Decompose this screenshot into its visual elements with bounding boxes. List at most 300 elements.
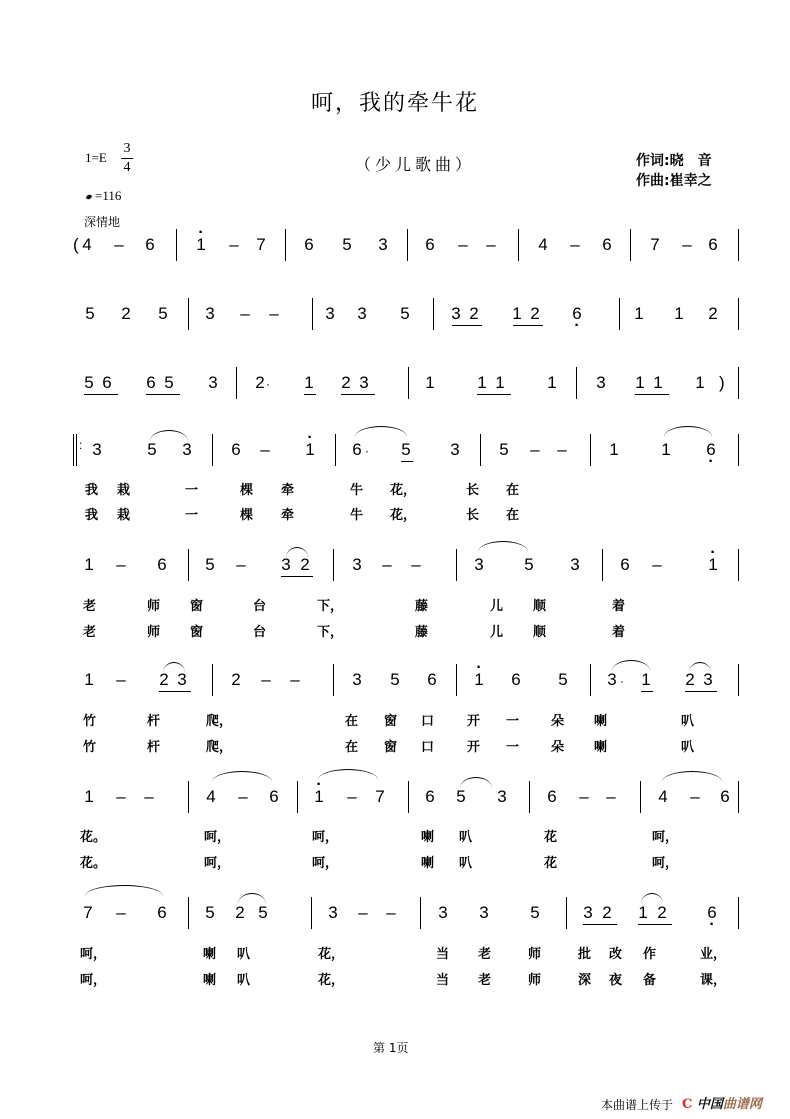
lyric-syllable: 喇 [421, 830, 435, 845]
lyric-syllable: 师 [528, 947, 542, 962]
dash-extension: – [530, 440, 540, 459]
slur [85, 885, 163, 896]
barline [188, 549, 189, 581]
note: 2 [231, 670, 241, 689]
barline [297, 781, 298, 813]
lyric-syllable: 备 [643, 973, 657, 988]
eighth-underline [583, 924, 617, 925]
lyric-syllable: 下， [317, 625, 344, 640]
lyric-syllable: 喇 [421, 856, 435, 871]
lyric-syllable: 老 [83, 599, 97, 614]
note: 3 [182, 440, 192, 459]
note: 2 [121, 304, 131, 323]
note: 3 [450, 440, 460, 459]
lyric-syllable: 花， [390, 483, 417, 498]
lyric-syllable: 花。 [80, 856, 107, 871]
slur [460, 777, 492, 788]
lyric-syllable: 叭 [459, 830, 473, 845]
lyric-syllable: 业， [700, 947, 727, 962]
dash-extension: – [606, 787, 616, 806]
note: 3 [596, 373, 606, 392]
dash-extension: – [358, 903, 368, 922]
note: 1 [304, 373, 314, 392]
note: 7 [256, 235, 266, 254]
lyric-syllable: 杆 [147, 714, 161, 729]
lyric-syllable: 老 [83, 625, 97, 640]
slur [150, 430, 188, 441]
key-signature: 1=E [85, 150, 107, 165]
note: · 1 [194, 235, 208, 255]
note: 1 [634, 304, 644, 323]
note: 6 [547, 787, 557, 806]
time-signature [121, 141, 133, 176]
barline [738, 781, 739, 813]
dash-extension: – [386, 903, 396, 922]
dash-extension: – [486, 235, 496, 254]
lyric-syllable: 花 [544, 856, 558, 871]
eighth-underline [452, 325, 482, 326]
note: 2 [602, 903, 612, 922]
barline [420, 897, 421, 929]
logo-text-secondary: 曲谱网 [722, 1097, 762, 1112]
subtitle: （少儿歌曲） [355, 155, 476, 174]
lyric-syllable: 着 [612, 625, 626, 640]
note: · 1 [472, 670, 486, 690]
note: 4 [658, 787, 668, 806]
note: 6 [425, 235, 435, 254]
tempo-value: =116 [95, 188, 122, 203]
barline [590, 664, 591, 696]
slur [238, 893, 266, 904]
lyric-syllable: 花， [390, 508, 417, 523]
slur [212, 771, 272, 782]
barline [738, 897, 739, 929]
dash-extension: – [570, 235, 580, 254]
lyric-syllable: 牵 [281, 508, 295, 523]
lyric-syllable: 儿 [490, 625, 504, 640]
lyric-syllable: 师 [528, 973, 542, 988]
barline [529, 781, 530, 813]
barline [176, 229, 177, 261]
lyric-syllable: 呵， [312, 856, 339, 871]
lyric-syllable: 深 [578, 973, 592, 988]
lyric-syllable: 栽 [117, 508, 131, 523]
note: 5 [400, 304, 410, 323]
lyric-syllable: 窗 [190, 625, 204, 640]
note: 3 [583, 903, 593, 922]
lyric-syllable: 老 [478, 973, 492, 988]
note: 5 [164, 373, 174, 392]
lyric-syllable: 杆 [147, 740, 161, 755]
barline [590, 434, 591, 466]
lyricist-credit: 作词:晓 音 [636, 153, 712, 169]
barline [408, 781, 409, 813]
lyric-syllable: 作 [643, 947, 657, 962]
dash-extension: – [238, 787, 248, 806]
note: 1 [653, 373, 663, 392]
note: 3 [359, 373, 369, 392]
dash-extension: – [382, 555, 392, 574]
composer-credit: 作曲:崔幸之 [636, 173, 712, 189]
lyric-syllable: 喇 [203, 947, 217, 962]
dash-extension: – [116, 670, 126, 689]
eighth-underline [685, 691, 717, 692]
augmentation-dot: · [266, 377, 270, 391]
note: 6 [146, 373, 156, 392]
barline [333, 664, 334, 696]
note: 6 [427, 670, 437, 689]
note: 6 [102, 373, 112, 392]
barline [456, 664, 457, 696]
note: 5 [84, 373, 94, 392]
note: 7 [375, 787, 385, 806]
dash-extension: – [690, 787, 700, 806]
barline [566, 897, 567, 929]
note: 2 [530, 304, 540, 323]
note: 4 [82, 235, 92, 254]
lyric-syllable: 栽 [117, 483, 131, 498]
logo-text-primary: 中国 [696, 1097, 723, 1112]
lyric-syllable: 叭 [681, 740, 695, 755]
quarter-note-icon [85, 194, 92, 200]
lyric-syllable: 开 [467, 740, 481, 755]
barline [333, 549, 334, 581]
lyric-syllable: 在 [345, 714, 359, 729]
note: 6 [511, 670, 521, 689]
note: 5 [158, 304, 168, 323]
note: · 1 [303, 440, 317, 460]
note: 5 [530, 903, 540, 922]
note: 4 [206, 787, 216, 806]
note: 2 [255, 373, 265, 392]
dash-extension: – [261, 670, 271, 689]
note: 3 [438, 903, 448, 922]
lyric-syllable: 呵， [204, 830, 231, 845]
slur [662, 771, 722, 782]
lyric-syllable: 竹 [83, 714, 97, 729]
lyric-syllable: 一 [185, 483, 199, 498]
note: 5 [85, 304, 95, 323]
note: 5 [147, 440, 157, 459]
barline [640, 781, 641, 813]
slur [612, 660, 650, 671]
note: 2 [657, 903, 667, 922]
barline [738, 549, 739, 581]
dash-extension: – [240, 304, 250, 323]
note: 2 [341, 373, 351, 392]
note: 3 [703, 670, 713, 689]
lyric-syllable: 一 [185, 508, 199, 523]
dash-extension: – [347, 787, 357, 806]
note: 3 [205, 304, 215, 323]
site-logo[interactable] [682, 1093, 762, 1112]
eighth-underline [641, 691, 653, 692]
note: 6 · [705, 903, 719, 923]
lyric-syllable: 花。 [80, 830, 107, 845]
time-sig-top: 3 [123, 141, 131, 156]
eighth-underline [281, 576, 313, 577]
lyric-syllable: 着 [612, 599, 626, 614]
lyric-syllable: 改 [609, 947, 623, 962]
note: 6 [708, 235, 718, 254]
barline [518, 229, 519, 261]
note: 6 · [704, 440, 718, 460]
note: 2 [469, 304, 479, 323]
augmentation-dot: : [79, 438, 83, 452]
note: 6 [145, 235, 155, 254]
eighth-underline [401, 461, 413, 462]
tempo-marking [86, 188, 121, 204]
barline [407, 229, 408, 261]
note: 6 [157, 903, 167, 922]
slur [318, 769, 378, 780]
lyric-syllable: 窗 [190, 599, 204, 614]
note: 6 [157, 555, 167, 574]
lyric-syllable: 当 [436, 973, 450, 988]
lyric-syllable: 长 [466, 483, 480, 498]
lyric-syllable: 牵 [281, 483, 295, 498]
dash-extension: – [116, 903, 126, 922]
lyric-syllable: 喇 [203, 973, 217, 988]
dash-extension: – [116, 787, 126, 806]
eighth-underline [159, 691, 191, 692]
barline [619, 298, 620, 330]
lyric-syllable: 喇 [594, 740, 608, 755]
lyric-syllable: 口 [421, 740, 435, 755]
lyric-syllable: 呵， [80, 973, 107, 988]
lyric-syllable: 牛 [350, 508, 364, 523]
note: 5 [258, 903, 268, 922]
lyric-syllable: 在 [506, 508, 520, 523]
note: 3 [208, 373, 218, 392]
barline [312, 298, 313, 330]
slur [478, 541, 528, 552]
dash-extension: – [269, 304, 279, 323]
barline [480, 434, 481, 466]
lyric-syllable: 藤 [415, 625, 429, 640]
note: 6 [231, 440, 241, 459]
dash-extension: – [682, 235, 692, 254]
note: 3 [92, 440, 102, 459]
lyric-syllable: 师 [147, 625, 161, 640]
lyric-syllable: 叭 [681, 714, 695, 729]
note: 3 [281, 555, 291, 574]
note: 1 [84, 670, 94, 689]
barline [738, 367, 739, 399]
note: 6 [720, 787, 730, 806]
note: 5 [499, 440, 509, 459]
lyric-syllable: 一 [506, 714, 520, 729]
note: 3 [328, 903, 338, 922]
eighth-underline [341, 394, 375, 395]
note: 1 [425, 373, 435, 392]
barline [236, 367, 237, 399]
lyric-syllable: 叭 [459, 856, 473, 871]
lyric-syllable: 一 [506, 740, 520, 755]
dash-extension: – [116, 555, 126, 574]
lyric-syllable: 呵， [652, 830, 679, 845]
note: · 1 [706, 555, 720, 575]
barline [188, 897, 189, 929]
slur [689, 662, 711, 673]
barline [335, 434, 336, 466]
note: 1 [547, 373, 557, 392]
dash-extension: – [236, 555, 246, 574]
lyric-syllable: 课， [700, 973, 727, 988]
note: 3 [357, 304, 367, 323]
note: 3 [479, 903, 489, 922]
note: 5 [390, 670, 400, 689]
dash-extension: – [652, 555, 662, 574]
note: 4 [538, 235, 548, 254]
note: 1 [609, 440, 619, 459]
barline [630, 229, 631, 261]
note: 7 [83, 903, 93, 922]
barline [738, 298, 739, 330]
note: 3 [378, 235, 388, 254]
note: 5 [342, 235, 352, 254]
note: 5 [205, 903, 215, 922]
note: 1 [635, 373, 645, 392]
lyric-syllable: 窗 [384, 714, 398, 729]
lyric-syllable: 在 [506, 483, 520, 498]
eighth-underline [146, 394, 180, 395]
note: 5 [524, 555, 534, 574]
slur [664, 426, 712, 437]
eighth-underline [84, 394, 118, 395]
lyric-syllable: 竹 [83, 740, 97, 755]
dash-extension: – [458, 235, 468, 254]
upload-source-label: 本曲谱上传于 [601, 1098, 674, 1112]
note: 6 [269, 787, 279, 806]
note: 6 [425, 787, 435, 806]
lyric-syllable: 呵， [312, 830, 339, 845]
note: 3 [352, 670, 362, 689]
eighth-underline [638, 924, 672, 925]
page-title: 呵，我的牵牛花 [310, 91, 479, 116]
lyric-syllable: 在 [345, 740, 359, 755]
eighth-underline [513, 325, 543, 326]
dash-extension: – [260, 440, 270, 459]
note: 1 [641, 670, 651, 689]
note: · 1 [312, 787, 326, 807]
barline [212, 664, 213, 696]
barline [188, 298, 189, 330]
note: 1 [674, 304, 684, 323]
slur [641, 893, 663, 904]
lyric-syllable: 藤 [415, 599, 429, 614]
eighth-underline [635, 394, 669, 395]
barline [738, 434, 739, 466]
lyric-syllable: 我 [85, 483, 99, 498]
lyric-syllable: 喇 [594, 714, 608, 729]
close-paren: ) [719, 373, 725, 392]
lyric-syllable: 顺 [533, 625, 547, 640]
note: 3 [607, 670, 617, 689]
lyric-syllable: 爬， [206, 740, 233, 755]
lyric-syllable: 棵 [240, 508, 254, 523]
note: 7 [650, 235, 660, 254]
repeat-start-thin [73, 434, 74, 466]
dash-extension: – [229, 235, 239, 254]
note: 3 [570, 555, 580, 574]
lyric-syllable: 爬， [206, 714, 233, 729]
lyric-syllable: 师 [147, 599, 161, 614]
note: 1 [84, 555, 94, 574]
barline [576, 367, 577, 399]
barline [285, 229, 286, 261]
slur [286, 547, 308, 558]
barline [212, 434, 213, 466]
note: 3 [177, 670, 187, 689]
lyric-syllable: 窗 [384, 740, 398, 755]
lyric-syllable: 台 [253, 625, 267, 640]
note: 3 [451, 304, 461, 323]
note: 2 [685, 670, 695, 689]
note: 5 [401, 440, 411, 459]
note: 5 [456, 787, 466, 806]
lyric-syllable: 叭 [237, 947, 251, 962]
note: 1 [84, 787, 94, 806]
dash-extension: – [290, 670, 300, 689]
barline [602, 549, 603, 581]
barline [311, 897, 312, 929]
lyric-syllable: 花， [318, 973, 345, 988]
lyric-syllable: 棵 [240, 483, 254, 498]
note: 6 · [570, 304, 584, 324]
note: 5 [558, 670, 568, 689]
lyric-syllable: 牛 [350, 483, 364, 498]
lyric-syllable: 花， [318, 947, 345, 962]
note: 1 [638, 903, 648, 922]
dash-extension: – [114, 235, 124, 254]
barline [738, 229, 739, 261]
lyric-syllable: 花 [544, 830, 558, 845]
time-sig-divider [121, 158, 133, 159]
lyric-syllable: 呵， [80, 947, 107, 962]
note: 6 [620, 555, 630, 574]
note: 3 [474, 555, 484, 574]
page-number: 第 1页 [373, 1041, 409, 1055]
lyric-syllable: 朵 [551, 714, 565, 729]
lyric-syllable: 我 [85, 508, 99, 523]
lyric-syllable: 呵， [204, 856, 231, 871]
note: 1 [661, 440, 671, 459]
note: 1 [495, 373, 505, 392]
lyric-syllable: 儿 [490, 599, 504, 614]
eighth-underline [477, 394, 511, 395]
dash-extension: – [557, 440, 567, 459]
augmentation-dot: · [620, 674, 624, 688]
slur [355, 426, 407, 437]
lyric-syllable: 呵， [652, 856, 679, 871]
lyric-syllable: 老 [478, 947, 492, 962]
barline [738, 664, 739, 696]
lyric-syllable: 长 [466, 508, 480, 523]
note: 2 [300, 555, 310, 574]
dash-extension: – [144, 787, 154, 806]
dash-extension: – [579, 787, 589, 806]
note: 6 [352, 440, 362, 459]
barline [188, 781, 189, 813]
lyric-syllable: 台 [253, 599, 267, 614]
lyric-syllable: 开 [467, 714, 481, 729]
note: 2 [235, 903, 245, 922]
repeat-start-line [76, 434, 77, 466]
note: 2 [708, 304, 718, 323]
expression-marking: 深情地 [84, 215, 121, 229]
note: 1 [512, 304, 522, 323]
